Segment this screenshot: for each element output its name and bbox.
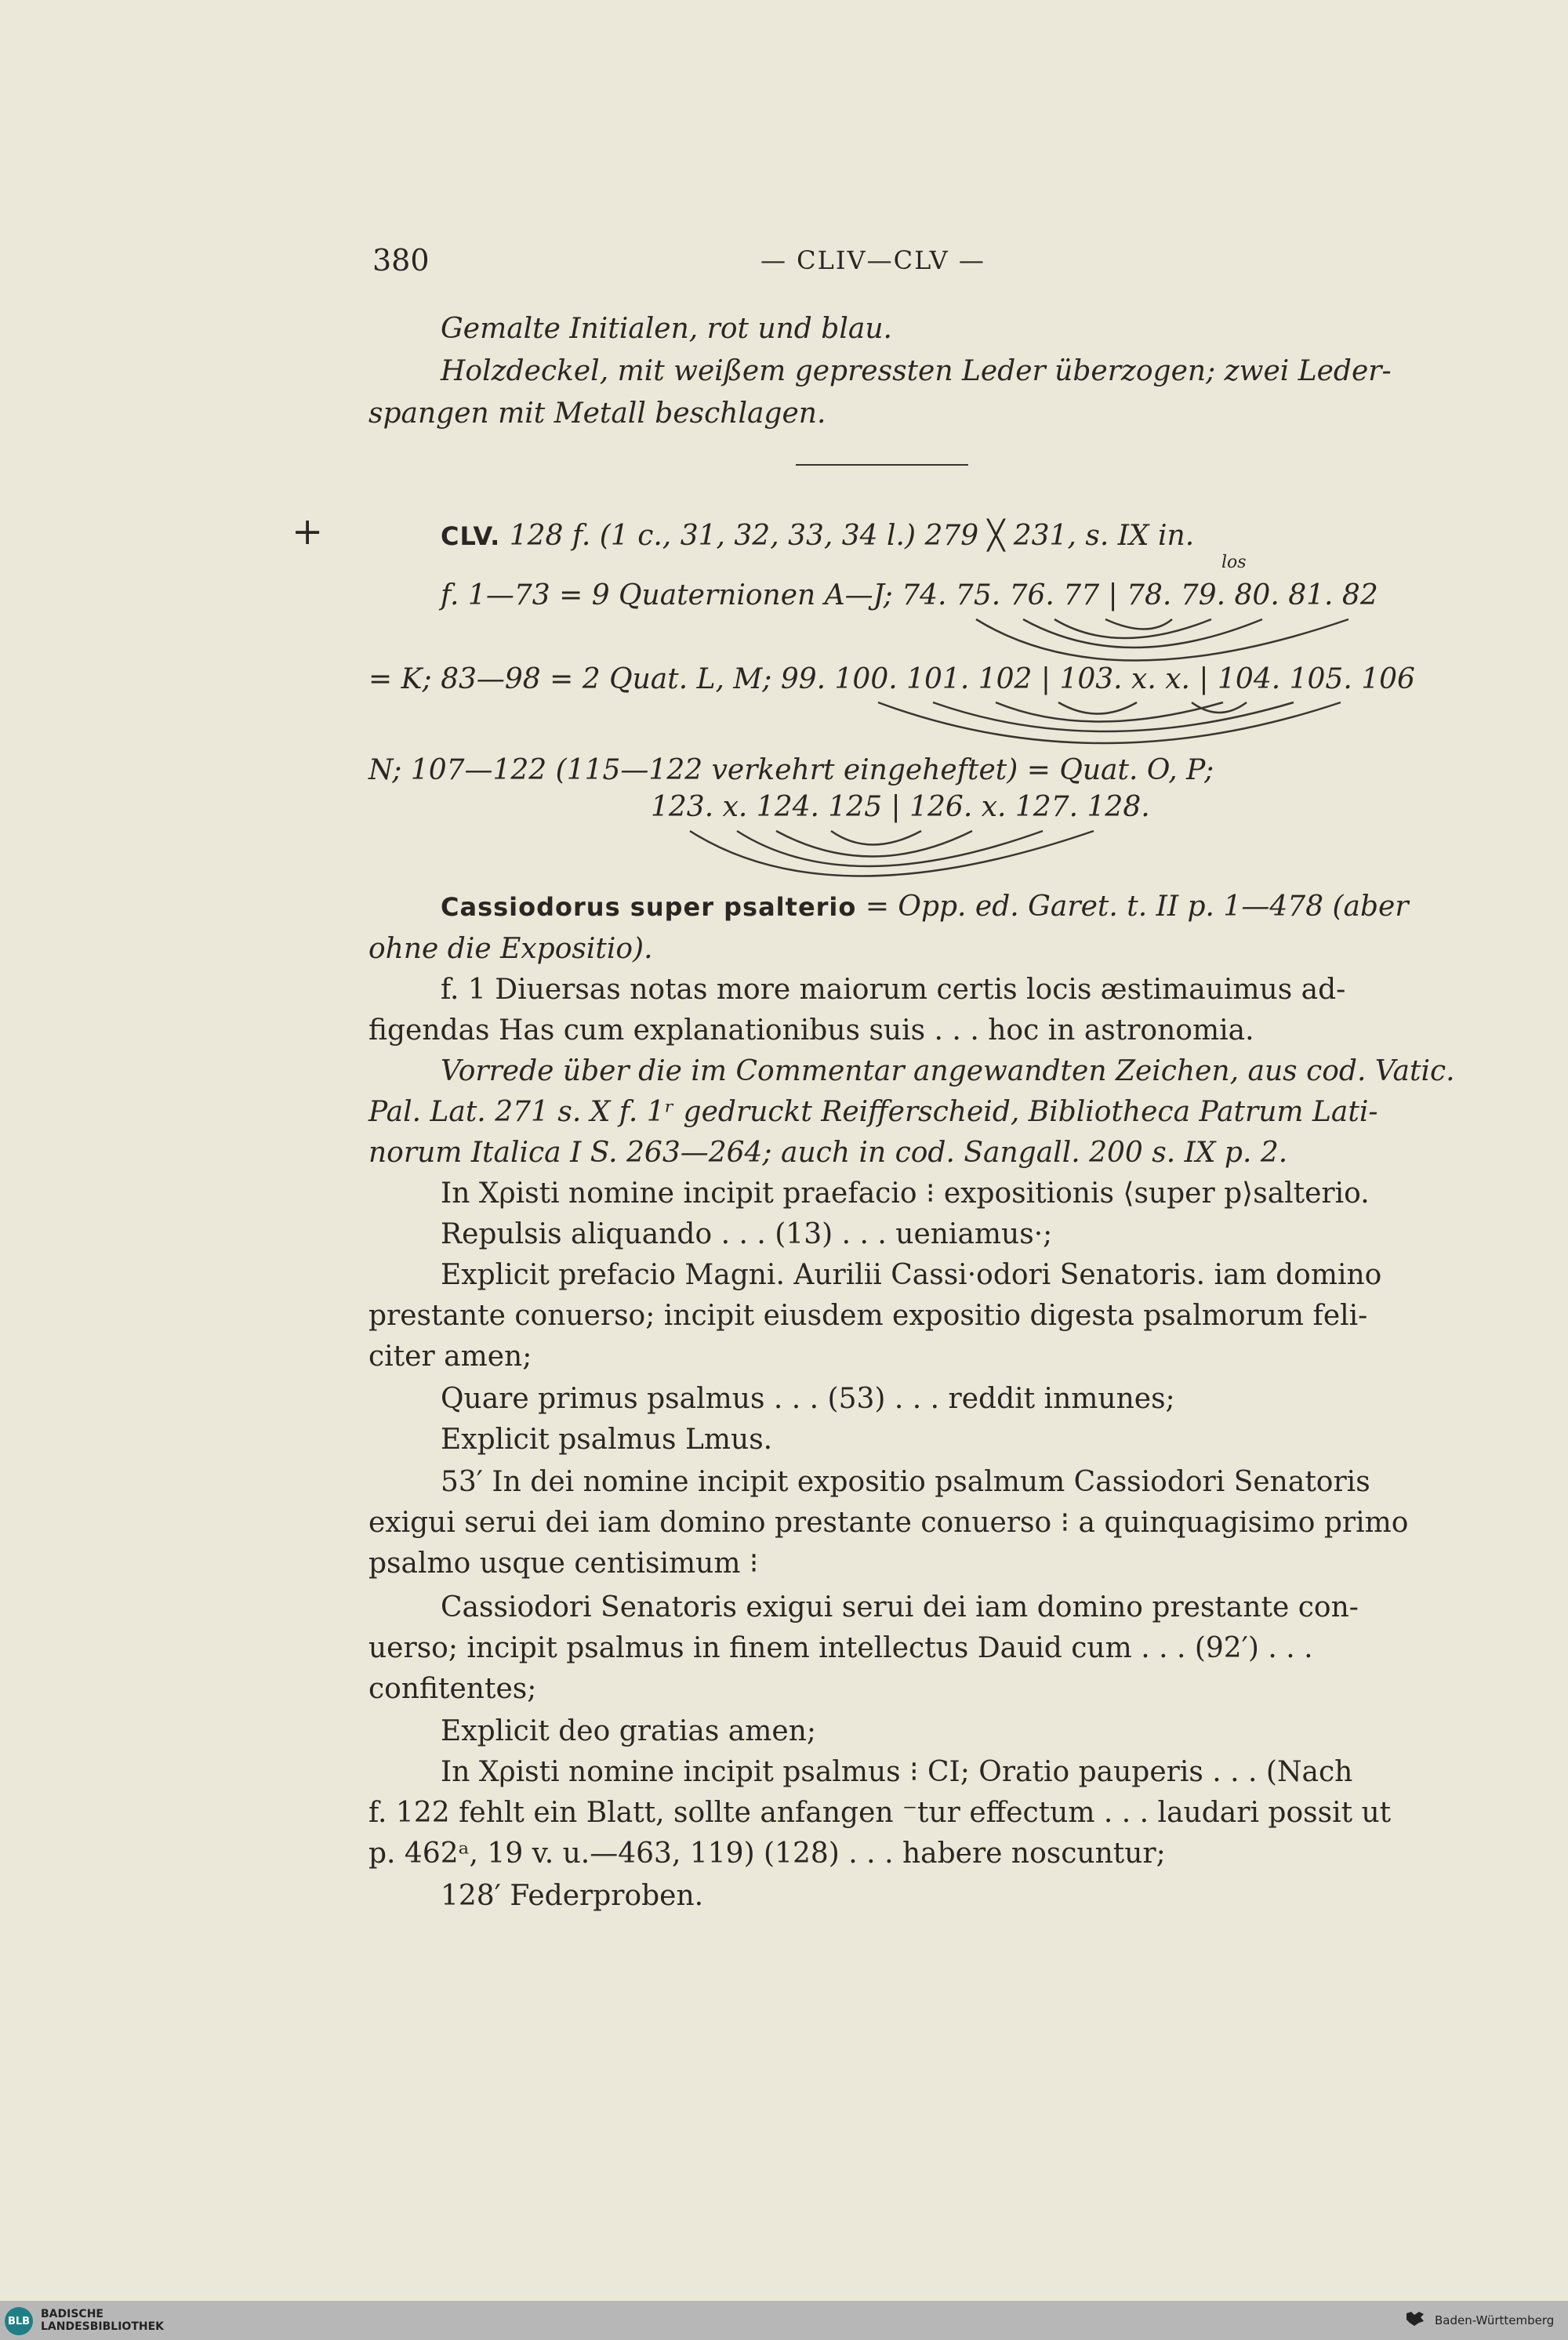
binding-arc	[737, 831, 1043, 866]
library-name-line: BADISCHE	[41, 2308, 103, 2320]
entry-number: CLV.	[441, 521, 501, 551]
text-line: In Xρisti nomine incipit psalmus ⁝ CI; Oratio pauperis . . . (Nach	[441, 1756, 1353, 1788]
quire-line: N; 107—122 (115—122 verkehrt eingeheftet) = Quat. O, P;	[368, 754, 1214, 786]
text-line: spangen mit Metall beschlagen.	[368, 397, 826, 430]
text-line: citer amen;	[368, 1341, 532, 1373]
coat-of-arms-icon-shape	[1403, 2309, 1427, 2332]
text-line: Cassiodori Senatoris exigui serui dei iam domino prestante con-	[441, 1591, 1359, 1623]
text-line: Explicit deo gratias amen;	[441, 1715, 817, 1747]
text-line: Holzdeckel, mit weißem gepressten Leder überzogen; zwei Leder-	[441, 355, 1392, 387]
text-line: psalmo usque centisimum ⁝	[368, 1547, 759, 1580]
footer-bar	[0, 2301, 1568, 2340]
binding-arc	[1105, 619, 1172, 629]
text-line: Repulsis aliquando . . . (13) . . . ueniamus·;	[441, 1218, 1053, 1250]
superscript-los: los	[1221, 553, 1247, 572]
quire-line: f. 1—73 = 9 Quaternionen A—J; 74. 75. 76. 77 | 78. 79. 80. 81. 82	[441, 579, 1378, 611]
work-edition: = Opp. ed. Garet. t. II p. 1—478 (aber	[865, 891, 1409, 923]
text-line: figendas Has cum explanationibus suis . . . hoc in astronomia.	[368, 1014, 1254, 1047]
text-line: Gemalte Initialen, rot und blau.	[441, 313, 892, 345]
page-number: 380	[372, 243, 430, 278]
text-line: confitentes;	[368, 1673, 537, 1705]
text-line: Quare primus psalmus . . . (53) . . . reddit inmunes;	[441, 1383, 1175, 1415]
text-line: uerso; incipit psalmus in finem intellectus Dauid cum . . . (92′) . . .	[368, 1632, 1313, 1664]
quire-line: = K; 83—98 = 2 Quat. L, M; 99. 100. 101. 102 | 103. x. x. | 104. 105. 106	[368, 663, 1415, 695]
text-line: Vorrede über die im Commentar angewandten Zeichen, aus cod. Vatic.	[441, 1055, 1455, 1087]
binding-arc	[1023, 619, 1262, 648]
text-line: Explicit psalmus Lmus.	[441, 1424, 773, 1456]
work-title: Cassiodorus super psalterio	[441, 892, 857, 922]
text-line: exigui serui dei iam domino prestante conuerso ⁝ a quinquagisimo primo	[368, 1507, 1409, 1539]
text-line: prestante conuerso; incipit eiusdem expositio digesta psalmorum feli-	[368, 1300, 1368, 1332]
text-line: Explicit prefacio Magni. Aurilii Cassi·odori Senatoris. iam domino	[441, 1259, 1382, 1291]
library-name	[41, 2308, 164, 2333]
binding-arc	[690, 831, 1094, 876]
text-line: p. 462ᵃ, 19 v. u.—463, 119) (128) . . . habere noscuntur;	[368, 1838, 1166, 1870]
text-line: 128′ Federproben.	[441, 1880, 704, 1912]
text-line: norum Italica I S. 263—264; auch in cod. Sangall. 200 s. IX p. 2.	[368, 1137, 1288, 1169]
text-line: ohne die Expositio).	[368, 933, 653, 965]
text-line: Pal. Lat. 271 s. X f. 1ʳ gedruckt Reifferscheid, Bibliotheca Patrum Lati-	[368, 1096, 1378, 1128]
coat-of-arms-icon	[1403, 2309, 1427, 2338]
text-line: In Xρisti nomine incipit praefacio ⁝ expositionis ⟨super p⟩salterio.	[441, 1177, 1370, 1210]
marginal-cross-mark: +	[292, 510, 324, 553]
entry-description: 128 f. (1 c., 31, 32, 33, 34 l.) 279 ╳ 231, s. IX in.	[509, 520, 1195, 552]
library-logo-icon: BLB	[5, 2307, 33, 2335]
text-line: f. 122 fehlt ein Blatt, sollte anfangen ⁻tur effectum . . . laudari possit ut	[368, 1797, 1392, 1829]
state-name: Baden-Württemberg	[1435, 2313, 1555, 2327]
text-line: f. 1 Diuersas notas more maiorum certis locis æstimauimus ad-	[441, 974, 1346, 1006]
binding-arc	[1058, 702, 1137, 714]
library-name-line: LANDESBIBLIOTHEK	[41, 2320, 165, 2333]
binding-arc	[831, 831, 921, 845]
text-line: 53′ In dei nomine incipit expositio psalmum Cassiodori Senatoris	[441, 1466, 1370, 1498]
running-head: — CLIV—CLV —	[760, 245, 985, 275]
quire-line: 123. x. 124. 125 | 126. x. 127. 128.	[651, 791, 1150, 823]
